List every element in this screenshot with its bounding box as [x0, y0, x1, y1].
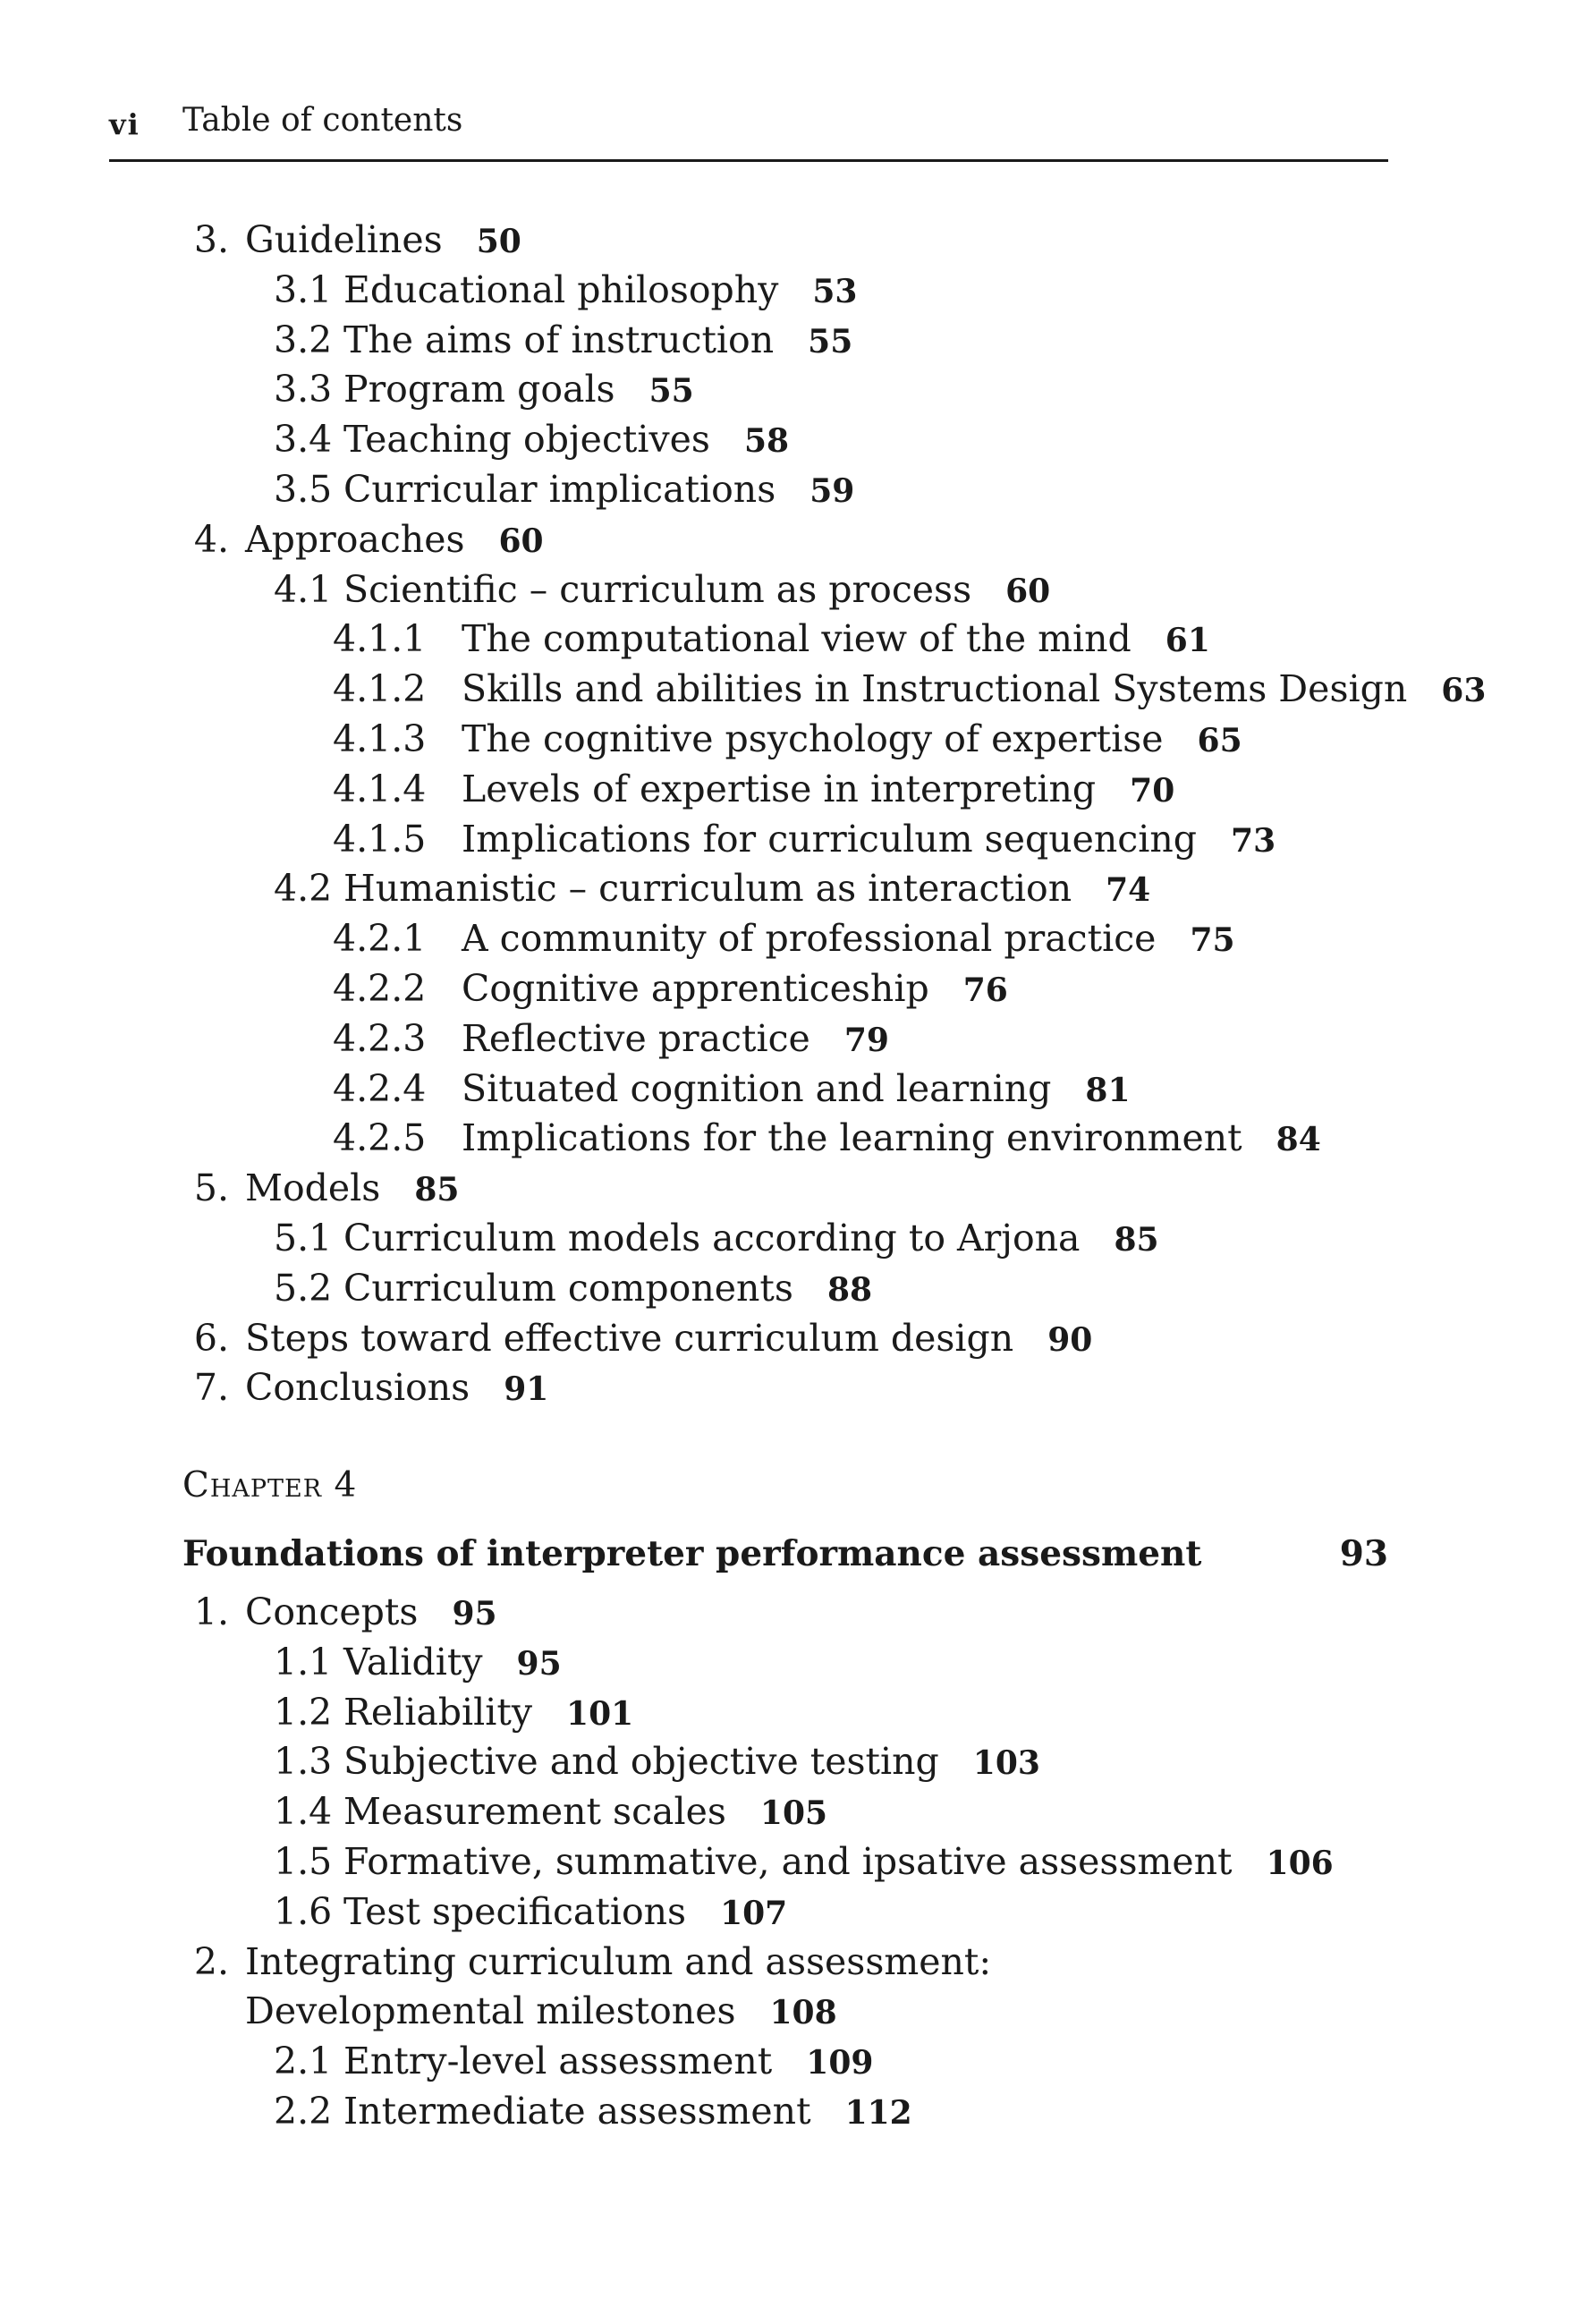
toc-entry [333, 764, 1174, 816]
toc-entry-title: Educational philosophy [343, 267, 779, 311]
toc-entry-number: 3.4 [274, 418, 333, 462]
toc-entry-number: 4.1.1 [333, 617, 427, 661]
toc-entry-number: 4.2 [274, 867, 333, 911]
toc-entry-page: 95 [516, 1644, 562, 1683]
toc-entry [188, 514, 544, 566]
toc-entry-number: 4.2.5 [333, 1116, 427, 1160]
toc-entry-number: 4.1 [274, 567, 333, 611]
toc-entry-page: 63 [1441, 672, 1487, 710]
toc-entry-number: 2. [193, 1939, 229, 1983]
toc-entry-number: 5. [193, 1166, 229, 1210]
toc-entry-title: The cognitive psychology of expertise [462, 717, 1164, 760]
toc-entry-title: A community of professional practice [462, 917, 1157, 961]
toc-entry [274, 1263, 872, 1315]
toc-entry-title: Humanistic – curriculum as interaction [343, 867, 1072, 911]
toc-entry-title: Skills and abilities in Instructional Systems Design [462, 667, 1408, 711]
toc-entry-title: Curriculum models according to Arjona [343, 1217, 1081, 1260]
toc-entry-number: 5.2 [274, 1266, 333, 1310]
toc-entry-title: Developmental milestones [245, 1989, 736, 2033]
toc-entry-title: Formative, summative, and ipsative assessment [343, 1840, 1233, 1883]
toc-entry-page: 88 [826, 1270, 873, 1309]
toc-entry-page: 95 [452, 1595, 497, 1633]
toc-entry-page: 79 [843, 1021, 889, 1059]
toc-entry-number: 3. [193, 218, 229, 261]
toc-entry-title: Integrating curriculum and assessment: [245, 1939, 992, 1983]
toc-entry-page: 90 [1047, 1320, 1093, 1359]
toc-entry-number: 2.1 [274, 2040, 333, 2083]
toc-entry [333, 1014, 889, 1065]
toc-entry-number: 1.2 [274, 1690, 333, 1734]
toc-entry-title: Scientific – curriculum as process [343, 567, 972, 611]
toc-entry-title: Reliability [343, 1690, 533, 1734]
toc-entry-number: 1. [193, 1590, 229, 1633]
toc-entry-title: Test specifications [343, 1889, 687, 1933]
toc-entry [274, 1887, 787, 1938]
toc-entry [188, 1937, 991, 1987]
chapter-page-number: 93 [1339, 1533, 1388, 1574]
toc-entry [274, 1736, 1040, 1788]
toc-entry-title: Implications for curriculum sequencing [462, 817, 1198, 861]
toc-entry-number: 4.1.5 [333, 817, 427, 861]
toc-entry-number: 3.2 [274, 318, 333, 361]
toc-entry-page: 81 [1085, 1071, 1131, 1109]
toc-entry-title: Situated cognition and learning [462, 1066, 1052, 1110]
toc-entry [274, 2036, 873, 2088]
toc-entry-number: 1.4 [274, 1790, 333, 1834]
toc-entry-title: Models [245, 1166, 381, 1210]
toc-entry-number: 4.1.4 [333, 767, 427, 810]
toc-entry [333, 1064, 1131, 1115]
toc-entry-page: 65 [1197, 722, 1242, 759]
toc-entry-title: Implications for the learning environment [462, 1116, 1242, 1160]
toc-entry-title: Intermediate assessment [343, 2090, 811, 2133]
toc-entry-title: Teaching objectives [343, 418, 710, 462]
toc-entry-page: 85 [414, 1171, 460, 1209]
toc-entry-page: 84 [1276, 1121, 1321, 1159]
toc-entry-page: 106 [1266, 1845, 1334, 1882]
toc-entry [274, 564, 1050, 616]
toc-entry [333, 664, 1486, 716]
toc-entry-number: 1.1 [274, 1640, 333, 1684]
toc-entry-number: 4.2.2 [333, 967, 427, 1010]
toc-entry-page: 53 [812, 272, 858, 310]
toc-entry-title: Guidelines [245, 218, 443, 261]
toc-entry-title: Program goals [343, 368, 615, 411]
toc-entry-number: 3.5 [274, 468, 333, 511]
toc-entry-page: 74 [1106, 871, 1151, 910]
running-head-title: Table of contents [182, 102, 463, 139]
toc-entry [188, 1163, 459, 1215]
toc-entry-title: Steps toward effective curriculum design [245, 1316, 1014, 1360]
chapter-title: Foundations of interpreter performance assessment [182, 1533, 1202, 1574]
toc-entry-number: 1.6 [274, 1889, 333, 1933]
toc-entry-title: Conclusions [245, 1366, 470, 1410]
toc-entry-page: 107 [720, 1894, 788, 1932]
toc-entry [274, 1786, 827, 1838]
toc-entry-page: 61 [1165, 622, 1210, 660]
toc-entry-number: 2.2 [274, 2090, 333, 2133]
toc-entry-page: 70 [1130, 771, 1175, 810]
toc-entry-number: 4.1.2 [333, 667, 427, 711]
toc-entry-number: 5.1 [274, 1217, 333, 1260]
toc-entry-page: 75 [1190, 921, 1235, 960]
toc-entry-page: 55 [808, 322, 853, 360]
toc-entry-number: 4. [193, 517, 229, 561]
toc-entry-page: 91 [504, 1370, 549, 1409]
toc-entry-page: 101 [566, 1694, 634, 1733]
toc-entry-number: 6. [193, 1316, 229, 1360]
toc-entry [188, 1362, 548, 1414]
toc-entry [274, 863, 1150, 915]
toc-entry [333, 614, 1210, 666]
toc-entry-page: 108 [769, 1994, 837, 2032]
toc-entry-number: 3.3 [274, 368, 333, 411]
toc-entry-number: 3.1 [274, 267, 333, 311]
toc-entry-title: Subjective and objective testing [343, 1740, 939, 1784]
toc-entry [274, 2086, 912, 2138]
toc-entry-number: 1.5 [274, 1840, 333, 1883]
toc-entry [188, 215, 521, 267]
toc-entry-number: 7. [193, 1366, 229, 1410]
toc-entry [333, 913, 1235, 965]
toc-entry-title: Curriculum components [343, 1266, 793, 1310]
toc-entry-title: Reflective practice [462, 1016, 810, 1060]
toc-entry-title: Entry-level assessment [343, 2040, 773, 2083]
toc-entry [274, 464, 854, 516]
toc-entry-title: Levels of expertise in interpreting [462, 767, 1097, 810]
toc-entry-title: Approaches [245, 517, 465, 561]
toc-entry-page: 103 [972, 1744, 1040, 1783]
toc-entry [188, 1587, 497, 1639]
toc-entry [333, 814, 1276, 866]
toc-entry-title: Concepts [245, 1590, 419, 1633]
toc-entry [333, 714, 1242, 766]
toc-entry [274, 364, 694, 416]
toc-entry-page: 50 [476, 223, 521, 260]
toc-entry [274, 1687, 633, 1739]
toc-entry [188, 1986, 837, 2038]
toc-entry [274, 1836, 1334, 1888]
toc-entry [274, 265, 857, 317]
toc-entry-title: The aims of instruction [343, 318, 775, 361]
chapter-label: Chapter 4 [182, 1465, 358, 1506]
toc-entry-page: 59 [809, 472, 855, 510]
toc-entry [333, 963, 1008, 1015]
toc-entry-page: 109 [806, 2044, 874, 2082]
toc-entry-number: 4.2.4 [333, 1066, 427, 1110]
toc-entry-page: 85 [1114, 1221, 1159, 1259]
toc-entry-title: Measurement scales [343, 1790, 726, 1834]
toc-entry-page: 105 [759, 1794, 828, 1833]
toc-entry [274, 414, 789, 466]
toc-entry [188, 1313, 1092, 1365]
toc-entry-number: 4.2.3 [333, 1016, 427, 1060]
toc-entry-page: 112 [844, 2094, 912, 2132]
toc-entry-page: 55 [648, 372, 694, 411]
page-number: vi [109, 107, 140, 141]
toc-entry-page: 60 [498, 522, 544, 560]
toc-entry [274, 315, 852, 367]
toc-entry-page: 58 [743, 422, 790, 461]
toc-entry-title: Curricular implications [343, 468, 776, 511]
toc-entry [333, 1113, 1321, 1165]
toc-entry [274, 1637, 562, 1689]
toc-entry-title: Validity [343, 1640, 483, 1684]
toc-entry-title: The computational view of the mind [462, 617, 1132, 661]
toc-entry-number: 1.3 [274, 1740, 333, 1784]
toc-entry-number: 4.1.3 [333, 717, 427, 760]
toc-entry-page: 76 [962, 971, 1008, 1009]
toc-entry [274, 1213, 1159, 1265]
toc-entry-page: 73 [1231, 821, 1276, 860]
toc-entry-title: Cognitive apprenticeship [462, 967, 929, 1010]
toc-entry-number: 4.2.1 [333, 917, 427, 961]
toc-entry-page: 60 [1005, 572, 1051, 610]
